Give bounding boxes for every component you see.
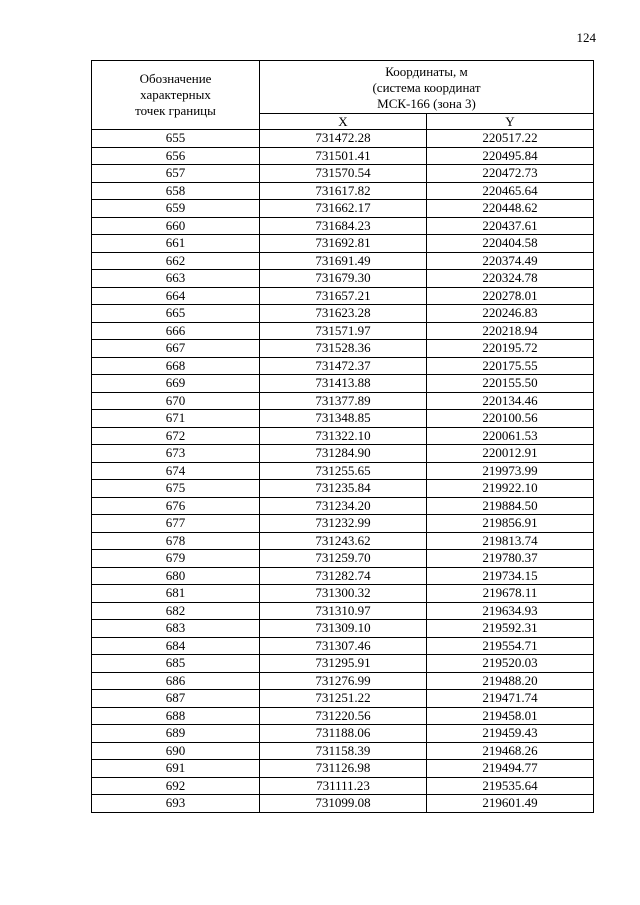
point-cell: 672	[92, 427, 260, 445]
y-coordinate-cell: 219488.20	[427, 672, 594, 690]
x-coordinate-cell: 731413.88	[260, 375, 427, 393]
y-coordinate-cell: 220437.61	[427, 217, 594, 235]
x-coordinate-cell: 731310.97	[260, 602, 427, 620]
table-row	[92, 270, 594, 288]
point-cell: 655	[92, 130, 260, 148]
y-coordinate-cell: 219813.74	[427, 532, 594, 550]
y-coordinate-cell: 220061.53	[427, 427, 594, 445]
point-cell: 688	[92, 707, 260, 725]
table-row	[92, 462, 594, 480]
x-coordinate-cell: 731692.81	[260, 235, 427, 253]
x-coordinate-cell: 731188.06	[260, 725, 427, 743]
point-cell: 673	[92, 445, 260, 463]
table-row	[92, 777, 594, 795]
page-number: 124	[576, 30, 596, 45]
table-row	[92, 602, 594, 620]
x-coordinate-cell: 731255.65	[260, 462, 427, 480]
y-coordinate-cell: 219471.74	[427, 690, 594, 708]
table-row	[92, 515, 594, 533]
y-coordinate-cell: 220472.73	[427, 165, 594, 183]
table-row	[92, 252, 594, 270]
table-row	[92, 305, 594, 323]
table-row	[92, 655, 594, 673]
point-cell: 680	[92, 567, 260, 585]
x-coordinate-cell: 731232.99	[260, 515, 427, 533]
x-coordinate-cell: 731307.46	[260, 637, 427, 655]
table-row	[92, 357, 594, 375]
x-coordinate-cell: 731300.32	[260, 585, 427, 603]
point-cell: 659	[92, 200, 260, 218]
y-coordinate-cell: 219554.71	[427, 637, 594, 655]
point-cell: 657	[92, 165, 260, 183]
table-row	[92, 182, 594, 200]
point-cell: 691	[92, 760, 260, 778]
x-coordinate-cell: 731111.23	[260, 777, 427, 795]
x-coordinate-cell: 731623.28	[260, 305, 427, 323]
table-row	[92, 620, 594, 638]
x-coordinate-cell: 731234.20	[260, 497, 427, 515]
x-coordinate-cell: 731276.99	[260, 672, 427, 690]
y-coordinate-cell: 219458.01	[427, 707, 594, 725]
x-coordinate-cell: 731284.90	[260, 445, 427, 463]
point-cell: 666	[92, 322, 260, 340]
x-coordinate-cell: 731377.89	[260, 392, 427, 410]
table-row	[92, 567, 594, 585]
point-cell: 677	[92, 515, 260, 533]
y-coordinate-cell: 220100.56	[427, 410, 594, 428]
table-row	[92, 760, 594, 778]
point-cell: 661	[92, 235, 260, 253]
y-coordinate-cell: 219535.64	[427, 777, 594, 795]
y-coordinate-cell: 219520.03	[427, 655, 594, 673]
x-coordinate-cell: 731472.28	[260, 130, 427, 148]
y-coordinate-cell: 220495.84	[427, 147, 594, 165]
coordinates-table	[91, 60, 594, 813]
x-coordinate-cell: 731126.98	[260, 760, 427, 778]
table-row	[92, 427, 594, 445]
point-cell: 681	[92, 585, 260, 603]
point-cell: 693	[92, 795, 260, 813]
point-cell: 660	[92, 217, 260, 235]
point-cell: 686	[92, 672, 260, 690]
y-coordinate-cell: 220324.78	[427, 270, 594, 288]
table-row	[92, 235, 594, 253]
y-coordinate-cell: 220155.50	[427, 375, 594, 393]
table-row	[92, 707, 594, 725]
y-coordinate-cell: 219601.49	[427, 795, 594, 813]
x-coordinate-cell: 731220.56	[260, 707, 427, 725]
y-coordinate-cell: 220134.46	[427, 392, 594, 410]
point-cell: 669	[92, 375, 260, 393]
x-coordinate-cell: 731348.85	[260, 410, 427, 428]
point-cell: 687	[92, 690, 260, 708]
x-coordinate-cell: 731322.10	[260, 427, 427, 445]
point-cell: 684	[92, 637, 260, 655]
x-coordinate-cell: 731309.10	[260, 620, 427, 638]
y-column-header: Y	[427, 114, 594, 130]
y-coordinate-cell: 220175.55	[427, 357, 594, 375]
coordinates-header: Координаты, м (система координат МСК-166 (зона 3)	[260, 61, 594, 114]
table-row	[92, 340, 594, 358]
point-cell: 675	[92, 480, 260, 498]
table-row	[92, 480, 594, 498]
y-coordinate-cell: 220374.49	[427, 252, 594, 270]
point-cell: 674	[92, 462, 260, 480]
x-coordinate-cell: 731243.62	[260, 532, 427, 550]
table-row	[92, 497, 594, 515]
point-cell: 658	[92, 182, 260, 200]
table-row	[92, 322, 594, 340]
table-row	[92, 445, 594, 463]
y-coordinate-cell: 220517.22	[427, 130, 594, 148]
y-coordinate-cell: 219494.77	[427, 760, 594, 778]
table-row	[92, 795, 594, 813]
table-row	[92, 375, 594, 393]
y-coordinate-cell: 219592.31	[427, 620, 594, 638]
y-coordinate-cell: 220012.91	[427, 445, 594, 463]
point-cell: 663	[92, 270, 260, 288]
point-cell: 670	[92, 392, 260, 410]
y-coordinate-cell: 220278.01	[427, 287, 594, 305]
table-row	[92, 742, 594, 760]
x-coordinate-cell: 731099.08	[260, 795, 427, 813]
table-row	[92, 690, 594, 708]
x-coordinate-cell: 731679.30	[260, 270, 427, 288]
x-column-header: X	[260, 114, 427, 130]
point-cell: 678	[92, 532, 260, 550]
y-coordinate-cell: 219678.11	[427, 585, 594, 603]
point-cell: 676	[92, 497, 260, 515]
x-coordinate-cell: 731691.49	[260, 252, 427, 270]
point-cell: 665	[92, 305, 260, 323]
x-coordinate-cell: 731684.23	[260, 217, 427, 235]
point-cell: 662	[92, 252, 260, 270]
table-row	[92, 130, 594, 148]
table-row	[92, 410, 594, 428]
y-coordinate-cell: 220404.58	[427, 235, 594, 253]
y-coordinate-cell: 219973.99	[427, 462, 594, 480]
point-cell: 689	[92, 725, 260, 743]
x-coordinate-cell: 731657.21	[260, 287, 427, 305]
table-row	[92, 287, 594, 305]
y-coordinate-cell: 219734.15	[427, 567, 594, 585]
y-coordinate-cell: 219922.10	[427, 480, 594, 498]
point-cell: 692	[92, 777, 260, 795]
x-coordinate-cell: 731295.91	[260, 655, 427, 673]
table-row	[92, 672, 594, 690]
point-cell: 685	[92, 655, 260, 673]
table-row	[92, 725, 594, 743]
x-coordinate-cell: 731282.74	[260, 567, 427, 585]
point-cell: 690	[92, 742, 260, 760]
x-coordinate-cell: 731259.70	[260, 550, 427, 568]
point-designation-header: Обозначение характерных точек границы	[92, 61, 260, 130]
table-row	[92, 200, 594, 218]
point-cell: 682	[92, 602, 260, 620]
y-coordinate-cell: 219468.26	[427, 742, 594, 760]
y-coordinate-cell: 220195.72	[427, 340, 594, 358]
y-coordinate-cell: 220218.94	[427, 322, 594, 340]
x-coordinate-cell: 731158.39	[260, 742, 427, 760]
y-coordinate-cell: 220465.64	[427, 182, 594, 200]
y-coordinate-cell: 220448.62	[427, 200, 594, 218]
y-coordinate-cell: 219780.37	[427, 550, 594, 568]
point-cell: 668	[92, 357, 260, 375]
point-cell: 683	[92, 620, 260, 638]
point-cell: 667	[92, 340, 260, 358]
y-coordinate-cell: 219459.43	[427, 725, 594, 743]
point-cell: 671	[92, 410, 260, 428]
y-coordinate-cell: 219884.50	[427, 497, 594, 515]
table-row	[92, 392, 594, 410]
x-coordinate-cell: 731235.84	[260, 480, 427, 498]
table-row	[92, 550, 594, 568]
point-cell: 664	[92, 287, 260, 305]
table-row	[92, 585, 594, 603]
x-coordinate-cell: 731662.17	[260, 200, 427, 218]
table-row	[92, 532, 594, 550]
point-cell: 679	[92, 550, 260, 568]
x-coordinate-cell: 731472.37	[260, 357, 427, 375]
x-coordinate-cell: 731528.36	[260, 340, 427, 358]
x-coordinate-cell: 731571.97	[260, 322, 427, 340]
x-coordinate-cell: 731570.54	[260, 165, 427, 183]
x-coordinate-cell: 731617.82	[260, 182, 427, 200]
table-row	[92, 217, 594, 235]
table-row	[92, 147, 594, 165]
y-coordinate-cell: 219634.93	[427, 602, 594, 620]
x-coordinate-cell: 731251.22	[260, 690, 427, 708]
x-coordinate-cell: 731501.41	[260, 147, 427, 165]
table-body	[92, 130, 594, 813]
table-row	[92, 637, 594, 655]
y-coordinate-cell: 220246.83	[427, 305, 594, 323]
y-coordinate-cell: 219856.91	[427, 515, 594, 533]
point-cell: 656	[92, 147, 260, 165]
table-row	[92, 165, 594, 183]
